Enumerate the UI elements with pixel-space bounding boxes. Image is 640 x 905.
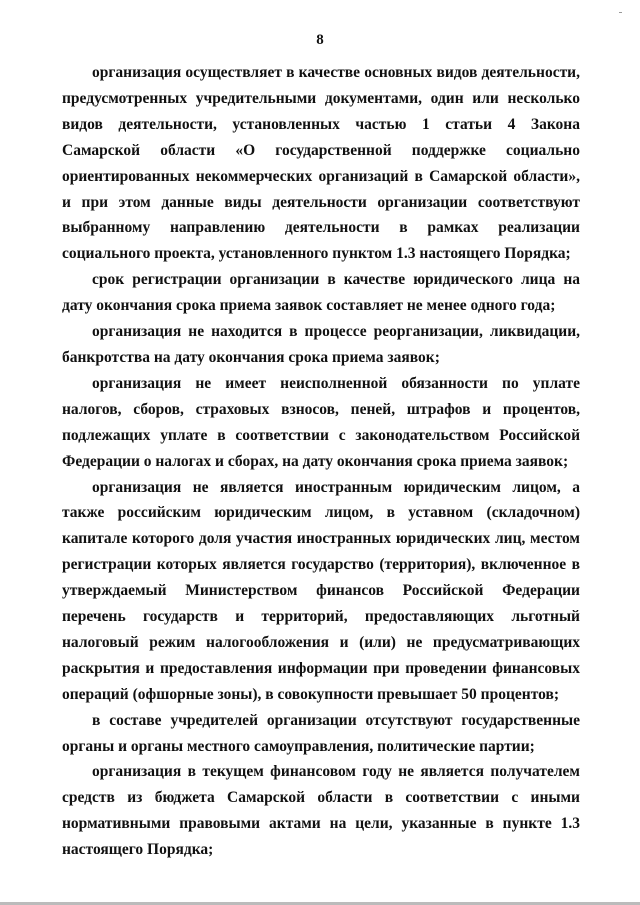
paragraph-registration-term: срок регистрации организации в качестве юридического лица на дату окончания срока приема заявок составляет не менее одного года; <box>62 271 580 315</box>
paragraph-founders: в составе учредителей организации отсутствуют государственные органы и органы местного самоуправления, политические партии; <box>62 711 580 755</box>
paragraph-no-tax-debt: организация не имеет неисполненной обязанности по уплате налогов, сборов, страховых взносов, пеней, штрафов и процентов, подлежащих уплате в соответствии с законодательством Российской Федерации о налогах и сборах, на дату окончания срока приема заявок; <box>62 374 580 470</box>
paragraph-not-foreign-entity: организация не является иностранным юридическим лицом, а также российским юридическим лицом, в уставном (складочном) капитале которого доля участия иностранных юридических лиц, местом регистрации которых является государство (территория), включенное в утверждаемый Министерством финансов Российской Федерации перечень государств и территорий, предоставляющих льготный налоговый режим налогообложения и (или) не предусматривающих раскрытия и предоставления информации при проведении финансовых операций (офшорные зоны), в совокупности превышает 50 процентов; <box>62 478 580 703</box>
paragraph-no-reorganization: организация не находится в процессе реорганизации, ликвидации, банкротства на дату окончания срока приема заявок; <box>62 323 580 366</box>
page-number: 8 <box>316 32 324 48</box>
paragraph-activity-types: организация осуществляет в качестве основных видов деятельности, предусмотренных учредительными документами, один или несколько видов деятельности, установленных частью 1 статьи 4 Закона Самарской области «О государственной поддержке социально ориентированных некоммерческих организаций в Самарской области», и при этом данные виды деятельности организации соответствуют выбранному направлению деятельности в рамках реализации социального проекта, установленного пунктом 1.3 настоящего Порядка; <box>62 64 580 263</box>
paragraph-no-budget-funds: организация в текущем финансовом году не является получателем средств из бюджета Самарской области в соответствии с иными нормативными правовыми актами на цели, указанные в пункте 1.3 настоящего Порядка; <box>62 763 580 859</box>
document-body <box>62 60 580 863</box>
scan-mark <box>619 12 622 13</box>
